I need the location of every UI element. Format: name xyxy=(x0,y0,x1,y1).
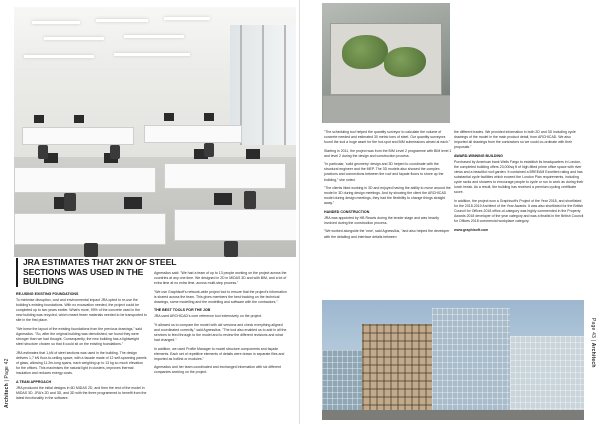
body-paragraph: JRA produced the initial designs in 6D MIDAS 2D, and then the rest of the model in MIDAS 3D. JRA's 2D and 3D, and 3D with the three programmed to benefit from the latest functionality in the software. xyxy=(16,385,147,400)
body-paragraph: In addition, we used Profile Manager to model structure components and façade elements. Each set of repetitive elements of details were drawn in separate files and imported as hotlink or modules." xyxy=(154,346,285,361)
folio-page-number: Page 43 xyxy=(590,318,596,339)
right-column-2 xyxy=(454,130,584,236)
body-paragraph: JRA was appointed by HB Reavis during the tender stage and was heavily involved during the construction process. xyxy=(324,215,439,225)
section-heading: THE BEST TOOLS FOR THE JOB xyxy=(154,308,211,313)
body-paragraph: Agnesslius and her team coordinated and exchanged information with six different companies working on the project. xyxy=(154,365,281,375)
body-paragraph: the different trades. We provided information in both 2D and 3D including cycle drawings of the model in the main product detail, from ARCHICAD. We also imported all drawings from the contractors so we could co-ordinate with their proposals." xyxy=(454,130,576,150)
body-paragraph: "The clients liked working in 3D and enjoyed having the ability to move around the model in 3D during design meetings. And by showing the client the ARCHICAD model during design meetings, they had the flexibility to change things straight away." xyxy=(324,186,451,206)
body-paragraph: JRA estimates that 1,kN of steel sections was used in the building. The design delivers 1,7 kN floor-to-ceiling space, with a facade made of 12 self-spanning panels of glass, allowing 11.2m-long spans, each weighing up to 13 kg so much elevation for the offices. This maximises the natural light in clusters, improves thermal insulation and reduces energy costs. xyxy=(16,350,147,376)
aerial-roof-garden-photo xyxy=(322,3,450,123)
right-column-1 xyxy=(324,130,452,243)
website-link[interactable]: www.graphisoft.com xyxy=(454,227,489,232)
body-paragraph: "We use Graphisoft's network-wide project tool to ensure that the project's information is shared across the team. This gives members the best tracking on the technical drawings, some modelling and the modelling and software with the contractors." xyxy=(154,289,287,304)
body-paragraph: Purchased by American bank Wells Fargo to establish its headquarters in London, the completed building offers 23,000sq ft of high-fitted prime office space with river views and a beautiful roof garden. It contained a BREEAM Excellent rating and has substantial cycle facilities which exceed the London Plan requirements, including cycle racks and showers to encourage people to cycle or run to work as during their lunch break. As a result, the building has received a premium cycling certificate score. xyxy=(454,159,584,195)
folio-page-number: Page 42 xyxy=(4,358,10,379)
section-heading: A TEAM APPROACH xyxy=(16,379,52,384)
building-exterior-photo xyxy=(322,300,584,420)
body-paragraph: JRA used ARCHICAD's core reference tool extensively on the project. xyxy=(154,314,263,319)
body-paragraph: Starting in 2011, the project was from the BIM Level 2 programme with BIM level 1 and level 2 during the design and construction process. xyxy=(324,148,452,158)
body-paragraph: "We knew the layout of the existing foundations from the previous drawings," said Agnesslius. "So, after the original building was demolished, we found they were stronger than we had thought. Consequently, the new building has a lightweight steel structure chosen so that it could sit on the existing foundations." xyxy=(16,326,142,347)
body-paragraph: Agnesslius said: "We had a team of up to 13 people working on the project across the countries at any one time. We designed in 2D in MIDAS 3D and with BIM, and a lot of extra time at no extra time, across multi-step process." xyxy=(154,271,287,286)
left-page xyxy=(0,0,299,424)
section-heading: AWARD-WINNING BUILDING xyxy=(454,153,503,158)
body-paragraph: "We worked alongside the 'new', said Agnesslius, "and also helped the developer with the detailing and interface details between xyxy=(324,229,450,239)
section-heading: RE-USING EXISTING FOUNDATIONS xyxy=(16,292,79,296)
left-column-1 xyxy=(16,290,147,404)
right-folio: Page 43 | Architech xyxy=(590,318,596,368)
folio-brand: Architech xyxy=(590,342,596,368)
article-headline: JRA ESTIMATES THAT 2KN OF STEEL SECTIONS WAS USED IN THE BUILDING xyxy=(16,258,183,287)
office-interior-photo xyxy=(14,7,296,257)
body-paragraph: "The scheduling tool helped the quantity surveyor to calculate the volume of concrete needed and estimated 30 metric tons of steel. Our quantity surveyors found the tool a huge asset for the hot-spot and BIM submissions aimed at each." xyxy=(324,130,451,145)
left-column-2 xyxy=(154,271,288,379)
body-paragraph: To minimise disruption, cost and environmental impact JRA opted to re-use the building's existing foundations. With no excavation needed, the project could be completed up to two years earlier. What's more, 99% of the concrete used in the new building was recycled, which meant fewer materials needed to be transported to site in the first place. xyxy=(16,298,147,323)
folio-brand: Architech xyxy=(4,383,10,408)
body-paragraph: In addition, the project won a Graphisoft's Project of the Year 2018, and shortlisted for the 2018-2019 Architect of the Year Awards. It was also shortlisted for the British Council for Offices 2018 office-of-category was highly commended in the Property Awards 2018 developer of the year category and was a finalist in the British Council for Offices 2018 commercial workplace category. xyxy=(454,198,584,224)
section-heading: HANDED CONSTRUCTION xyxy=(324,209,370,214)
body-paragraph: "In particular, 'solid geometry' design and 3D helped to coordinate with the structural engineer and the MEP. The 3D models also showed the complex junctions and connections between the roof and façade floors to shore up the building," she noted. xyxy=(324,162,444,182)
body-paragraph: "It allowed us to compare the model with old versions and check everything aligned and coordinated correctly," said Agnesslius. "The tool also enabled us to add in all the services to feed through to the model and to review the different revisions and what had changed." xyxy=(154,322,287,343)
left-folio: Architech | Page 42 xyxy=(4,358,10,408)
